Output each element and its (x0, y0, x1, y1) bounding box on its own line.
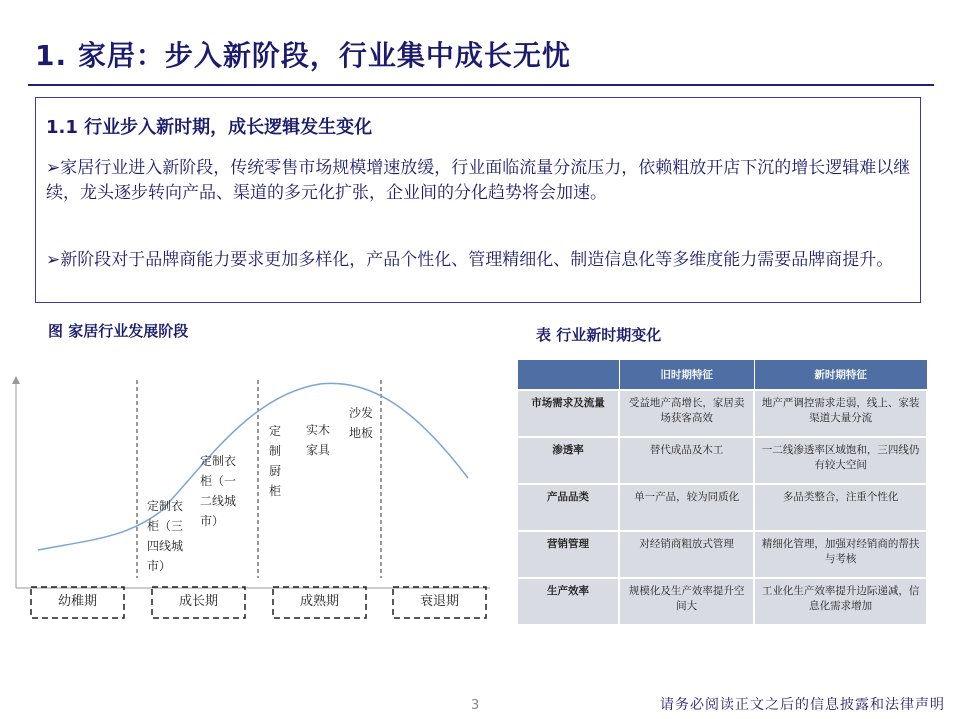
old-cell: 规模化及生产效率提升空间大 (619, 578, 754, 625)
product-label-custom-wardrobe-tier12: 定制衣 柜（一 二线城 市） (200, 454, 237, 528)
summary-heading: 1.1 行业步入新时期，成长逻辑发生变化 (46, 117, 373, 138)
product-label-custom-wardrobe-tier34: 定制衣 柜（三 四线城 市） (147, 499, 184, 573)
new-cell: 地产严调控需求走弱，线上、家装渠道大量分流 (754, 390, 927, 437)
summary-bullet-2: ➢新阶段对于品牌商能力要求更加多样化，产品个性化、管理精细化、制造信息化等多维度能力需要品牌商提升。 (46, 250, 894, 270)
row-label: 渗透率 (517, 437, 619, 484)
comparison-table (516, 359, 928, 626)
old-cell: 对经销商粗放式管理 (619, 531, 754, 578)
table-row (517, 578, 927, 625)
title-divider (28, 84, 934, 86)
stage-label-1: 幼稚期 (57, 594, 97, 609)
row-label: 生产效率 (517, 578, 619, 625)
page-number: 3 (471, 698, 480, 713)
summary-box (35, 97, 921, 303)
new-cell: 精细化管理，加强对经销商的帮扶与考核 (754, 531, 927, 578)
new-cell: 多品类整合，注重个性化 (754, 484, 927, 531)
product-label-solid-wood: 实木 家具 (306, 423, 331, 457)
old-cell: 单一产品，较为同质化 (619, 484, 754, 531)
stage-label-4: 衰退期 (419, 594, 459, 609)
disclaimer-link: 请务必阅读正文之后的信息披露和法律声明 (660, 697, 945, 713)
table-header-old: 旧时期特征 (619, 360, 754, 391)
new-cell: 工业化生产效率提升边际递减，信息化需求增加 (754, 578, 927, 625)
stage-label-2: 成长期 (178, 594, 218, 609)
growth-curve (38, 383, 468, 550)
table-header-new: 新时期特征 (754, 360, 927, 391)
table-row (517, 390, 927, 437)
old-cell: 受益地产高增长，家居卖场获客高效 (619, 390, 754, 437)
table-header-row (517, 360, 927, 391)
summary-bullet-1: ➢家居行业进入新阶段，传统零售市场规模增速放缓，行业面临流量分流压力，依赖粗放开店下沉的增长逻辑难以继续，龙头逐步转向产品、渠道的多元化扩张，企业间的分化趋势将会加速。 (46, 158, 911, 203)
page-title: 1. 家居：步入新阶段，行业集中成长无忧 (35, 39, 571, 72)
figure-title: 图 家居行业发展阶段 (48, 322, 189, 340)
product-label-custom-cabinet: 定 制 厨 柜 (269, 424, 282, 498)
row-label: 产品品类 (517, 484, 619, 531)
table-row (517, 531, 927, 578)
new-cell: 一二线渗透率区域饱和，三四线仍有较大空间 (754, 437, 927, 484)
old-cell: 替代成品及木工 (619, 437, 754, 484)
table-row (517, 484, 927, 531)
table-header-blank (517, 360, 619, 391)
lifecycle-diagram (0, 360, 500, 630)
table-title: 表 行业新时期变化 (536, 326, 662, 344)
row-label: 营销管理 (517, 531, 619, 578)
product-label-sofa-floor: 沙发 地板 (349, 406, 374, 440)
stage-label-3: 成熟期 (299, 594, 339, 609)
table-row (517, 437, 927, 484)
row-label: 市场需求及流量 (517, 390, 619, 437)
